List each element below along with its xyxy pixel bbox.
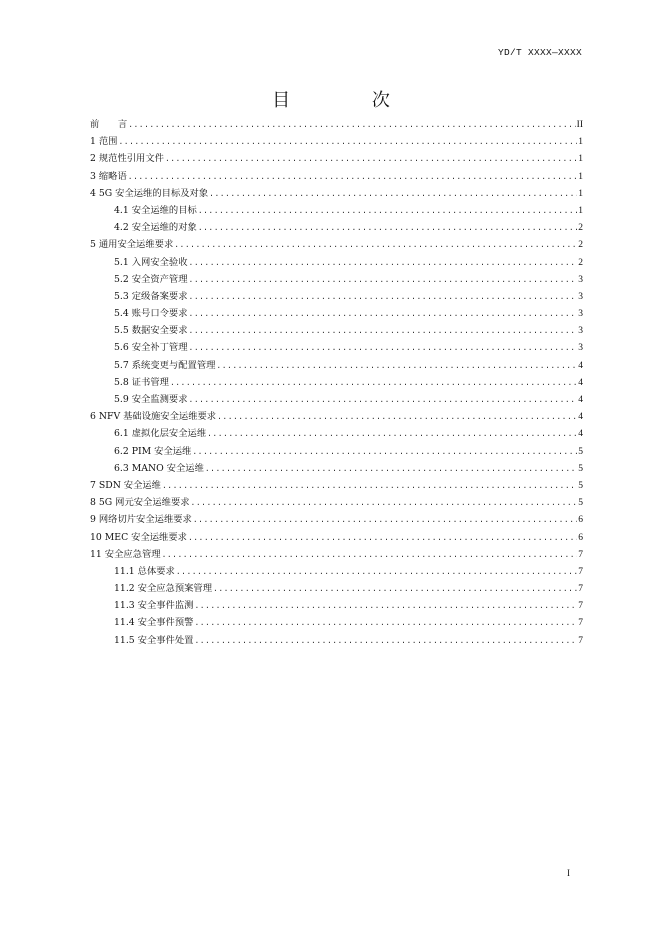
toc-entry[interactable]: [90, 305, 583, 322]
toc-entry[interactable]: [90, 271, 583, 288]
toc-entry-page: 3: [578, 291, 583, 302]
toc-entry-label: 5 通用安全运维要求: [90, 239, 174, 251]
toc-entry-label: 7 SDN 安全运维: [90, 479, 161, 491]
dot-leader: [165, 151, 577, 168]
toc-entry[interactable]: [90, 408, 583, 425]
toc-entry[interactable]: [90, 391, 583, 408]
toc-entry[interactable]: [90, 202, 583, 219]
toc-entry-label: 5.1 入网安全验收: [114, 256, 188, 268]
toc-entry[interactable]: [90, 580, 583, 597]
toc-entry-label: 2 规范性引用文件: [90, 153, 164, 165]
toc-entry-page: 7: [578, 584, 583, 595]
toc-entry[interactable]: [90, 374, 583, 391]
toc-entry-page: 5: [578, 446, 583, 457]
toc-entry[interactable]: [90, 185, 583, 202]
toc-entry-page: 3: [578, 309, 583, 320]
toc-entry-page: 4: [578, 412, 583, 423]
toc-entry[interactable]: [90, 116, 583, 133]
toc-entry-label: 6.3 MANO 安全运维: [114, 462, 204, 474]
toc-entry[interactable]: [90, 357, 583, 374]
dot-leader: [207, 426, 577, 443]
toc-entry-label: 5.5 数据安全要求: [114, 325, 188, 337]
toc-entry-label: 5.6 安全补丁管理: [114, 342, 188, 354]
toc-entry-page: 7: [578, 635, 583, 646]
dot-leader: [194, 615, 577, 632]
dot-leader: [217, 409, 577, 426]
toc-entry-page: 3: [578, 343, 583, 354]
toc-entry-label: 11 安全应急管理: [90, 548, 161, 560]
toc-entry-label: 3 缩略语: [90, 170, 127, 182]
toc-entry[interactable]: [90, 254, 583, 271]
toc-entry-page: 5: [578, 480, 583, 491]
dot-leader: [189, 392, 578, 409]
toc-entry[interactable]: [90, 460, 583, 477]
toc-entry[interactable]: [90, 219, 583, 236]
toc-entry-page: 5: [578, 463, 583, 474]
toc-entry-label: 5.8 证书管理: [114, 376, 169, 388]
toc-entry[interactable]: [90, 322, 583, 339]
dot-leader: [176, 564, 577, 581]
toc-entry[interactable]: [90, 443, 583, 460]
toc-entry-page: II: [576, 120, 583, 130]
toc-entry-label: 4.1 安全运维的目标: [114, 204, 197, 216]
toc-entry-page: 4: [578, 395, 583, 405]
toc-entry-label: 11.3 安全事件监测: [114, 600, 194, 612]
toc-entry-page: 6: [578, 532, 583, 543]
dot-leader: [162, 478, 577, 495]
toc-entry-page: 4: [578, 360, 583, 371]
toc-entry[interactable]: [90, 288, 583, 305]
dot-leader: [192, 444, 577, 461]
dot-leader: [209, 186, 577, 203]
toc-entry-label: 6.1 虚拟化层安全运维: [114, 428, 207, 440]
dot-leader: [189, 289, 578, 306]
dot-leader: [216, 358, 577, 375]
toc-entry[interactable]: [90, 425, 583, 442]
dot-leader: [162, 547, 578, 564]
toc-entry-page: 7: [578, 549, 583, 560]
dot-leader: [189, 272, 578, 289]
toc-entry-label: 6 NFV 基础设施安全运维要求: [90, 411, 217, 423]
toc-entry[interactable]: [90, 494, 583, 511]
dot-leader: [170, 375, 577, 392]
dot-leader: [188, 530, 577, 547]
toc-entry-page: 7: [578, 618, 583, 629]
toc-entry-page: 7: [578, 601, 583, 612]
toc-entry-page: 3: [578, 274, 583, 285]
toc-entry[interactable]: [90, 632, 583, 649]
toc-entry[interactable]: [90, 339, 583, 356]
toc-entry[interactable]: [90, 133, 583, 150]
toc-entry-page: 1: [578, 205, 583, 216]
toc-entry-page: 6: [578, 515, 583, 526]
toc-entry-page: 7: [578, 566, 583, 577]
dot-leader: [198, 203, 577, 220]
dot-leader: [128, 169, 577, 186]
toc-entry-label: 11.2 安全应急预案管理: [114, 583, 213, 595]
toc-entry-page: 5: [578, 498, 583, 509]
dot-leader: [189, 306, 578, 323]
toc-entry-label: 6.2 PIM 安全运维: [114, 445, 192, 457]
dot-leader: [191, 495, 578, 512]
toc-entry[interactable]: [90, 614, 583, 631]
dot-leader: [198, 220, 577, 237]
toc-entry[interactable]: [90, 529, 583, 546]
dot-leader: [205, 461, 577, 478]
toc-entry-label: 11.5 安全事件处置: [114, 634, 194, 646]
toc-entry-label: 11.1 总体要求: [114, 565, 175, 577]
toc-entry[interactable]: [90, 236, 583, 253]
toc-entry[interactable]: [90, 150, 583, 167]
toc-entry-page: 1: [578, 137, 583, 148]
toc-entry-page: 1: [578, 188, 583, 199]
toc-entry-page: 1: [578, 154, 583, 165]
dot-leader: [189, 340, 578, 357]
toc-entry-label: 11.4 安全事件预警: [114, 617, 194, 629]
toc-entry-page: 2: [578, 223, 583, 234]
toc-entry[interactable]: [90, 597, 583, 614]
toc-entry-page: 2: [578, 240, 583, 251]
toc-entry-page: 2: [578, 257, 583, 268]
page-title: 目 次: [272, 90, 428, 111]
toc-entry[interactable]: [90, 477, 583, 494]
dot-leader: [193, 512, 577, 529]
toc-entry[interactable]: [90, 511, 583, 528]
toc-entry-label: 5.3 定级备案要求: [114, 290, 188, 302]
toc-entry-page: 4: [578, 429, 583, 440]
dot-leader: [189, 255, 578, 272]
toc-entry-label: 5.7 系统变更与配置管理: [114, 359, 216, 371]
toc-entry-label: 5.2 安全资产管理: [114, 273, 188, 285]
toc-entry-label: 8 5G 网元安全运维要求: [90, 497, 190, 509]
toc-entry-label: 10 MEC 安全运维要求: [90, 531, 187, 543]
toc-entry-label: 5.4 账号口令要求: [114, 308, 188, 320]
toc-entry[interactable]: [90, 168, 583, 185]
page-number: I: [567, 868, 570, 878]
toc-entry-label: 4 5G 安全运维的目标及对象: [90, 187, 209, 199]
toc-entry-page: 4: [578, 377, 583, 388]
dot-leader: [174, 237, 577, 254]
dot-leader: [128, 117, 575, 134]
toc-entry-label: 5.9 安全监测要求: [114, 394, 188, 405]
toc-entry[interactable]: [90, 546, 583, 563]
table-of-contents: [90, 116, 583, 649]
dot-leader: [118, 134, 577, 151]
toc-entry-label: 9 网络切片安全运维要求: [90, 514, 192, 526]
toc-entry-label: 1 范围: [90, 136, 118, 148]
toc-entry[interactable]: [90, 563, 583, 580]
document-code: YD/T XXXX—XXXX: [497, 47, 582, 58]
dot-leader: [213, 581, 577, 598]
dot-leader: [194, 598, 577, 615]
dot-leader: [194, 633, 577, 650]
toc-entry-label: 前 言: [90, 119, 128, 130]
toc-entry-label: 4.2 安全运维的对象: [114, 222, 197, 234]
toc-entry-page: 1: [578, 171, 583, 182]
toc-entry-page: 3: [578, 326, 583, 337]
dot-leader: [189, 323, 578, 340]
